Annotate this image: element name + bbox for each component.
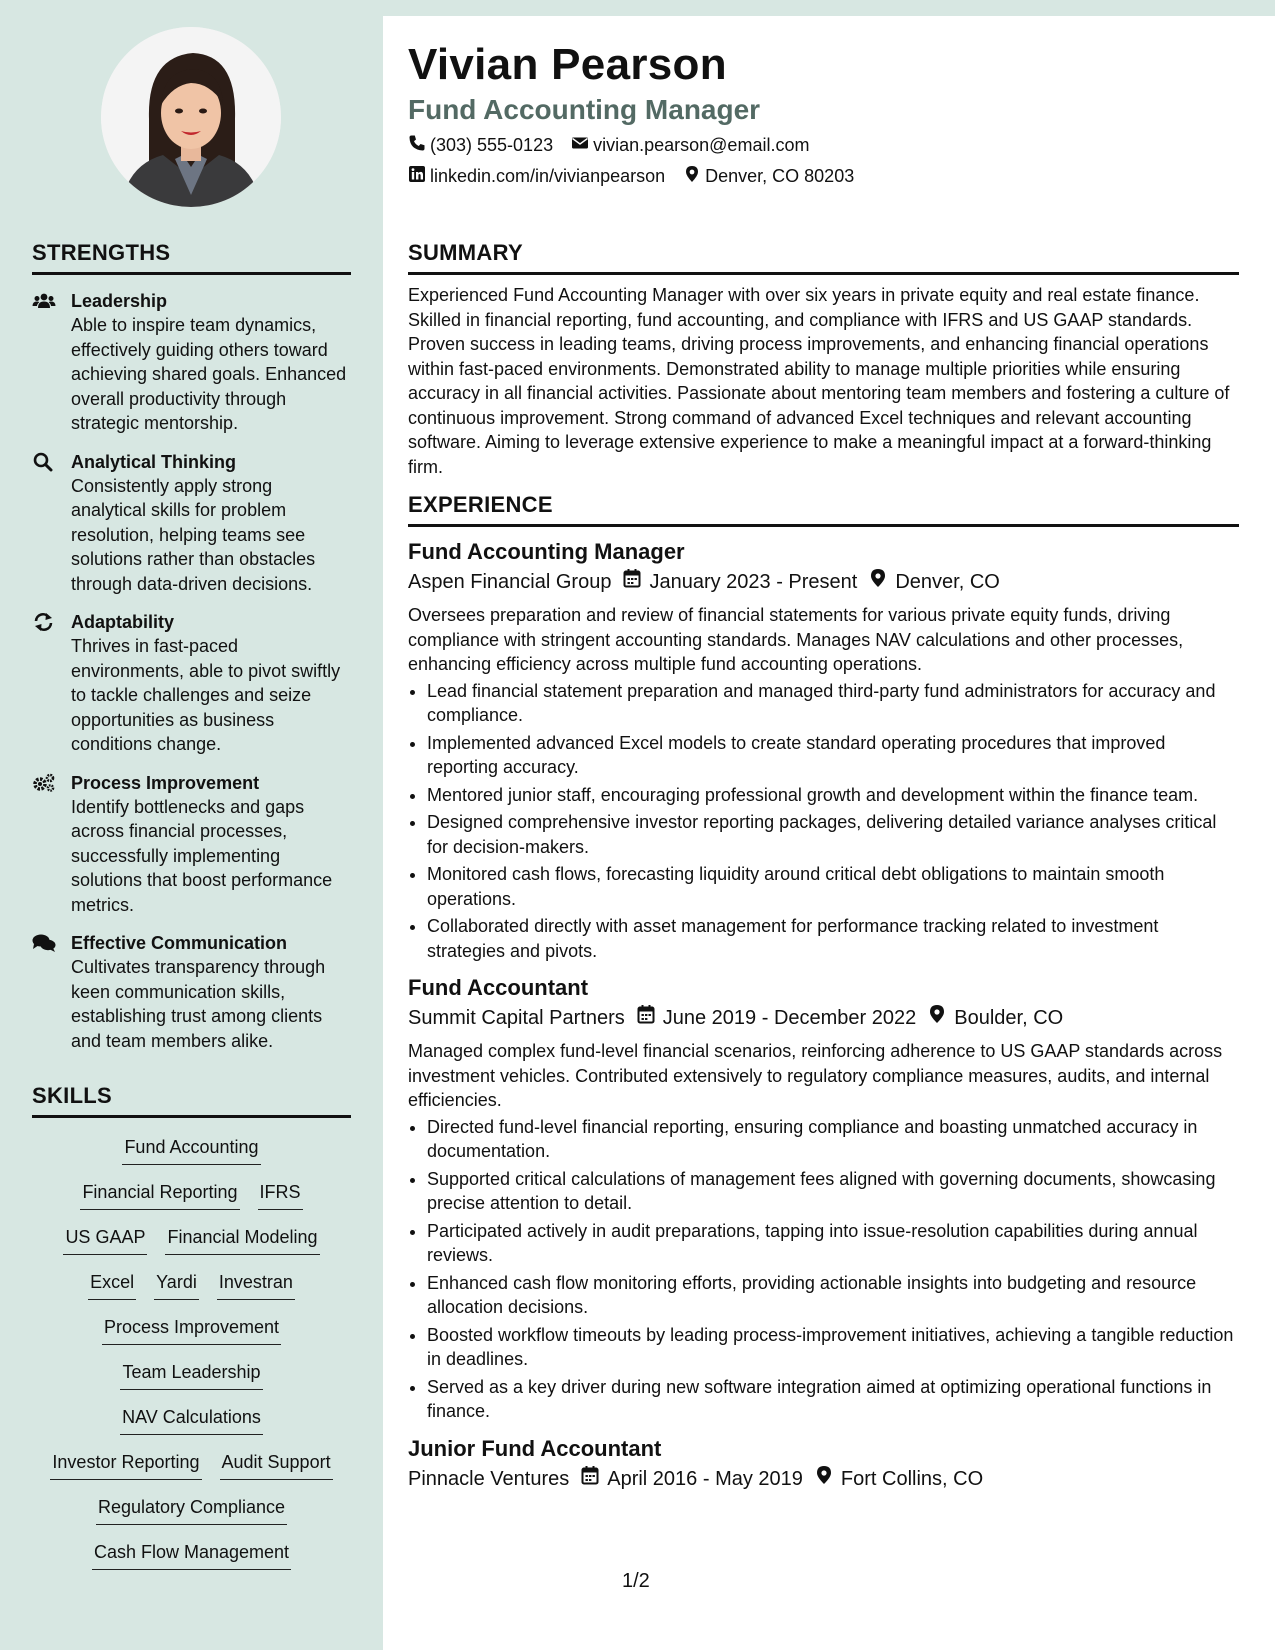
comments-icon (32, 933, 56, 953)
sync-icon (32, 612, 56, 632)
job-location (869, 567, 999, 597)
job-bullet: • Served as a key driver during new software integration aimed at optimizing operational functions in finance. (427, 1375, 1239, 1424)
skill-tag: Financial Reporting (80, 1179, 239, 1210)
job-entry (408, 1434, 1239, 1494)
skill-tag: Audit Support (220, 1449, 333, 1480)
job-meta (408, 1003, 1239, 1033)
skill-tag: IFRS (258, 1179, 303, 1210)
skill-row (32, 1179, 351, 1210)
job-bullet: • Lead financial statement preparation and managed third-party fund administrators for accuracy and compliance. (427, 679, 1239, 728)
strength-text: Cultivates transparency through keen communication skills, establishing trust among clients and team members alike. (71, 957, 326, 1051)
job-location-text: Fort Collins, CO (840, 1467, 984, 1490)
contact-phone[interactable] (408, 134, 553, 157)
contact-row (408, 134, 809, 157)
map-marker-icon (869, 567, 887, 597)
skill-tag: Cash Flow Management (92, 1539, 291, 1570)
job-dates-text: June 2019 - December 2022 (662, 1007, 917, 1029)
map-marker-icon (928, 1003, 946, 1033)
strength-item (32, 771, 351, 918)
skill-tag: Excel (88, 1269, 136, 1300)
envelope-icon (571, 134, 589, 157)
job-dates (623, 567, 857, 597)
skill-tag: Regulatory Compliance (96, 1494, 287, 1525)
job-bullet: • Designed comprehensive investor reporting packages, delivering detailed variance analyses critical for decision-makers. (427, 810, 1239, 859)
summary-section (408, 240, 1239, 479)
job-company: Pinnacle Ventures (408, 1467, 570, 1490)
job-company: Aspen Financial Group (408, 571, 612, 593)
skill-tag: Investran (217, 1269, 295, 1300)
strength-item (32, 610, 351, 757)
strength-title: Analytical Thinking (71, 451, 237, 472)
skill-row (32, 1314, 351, 1345)
job-bullet: • Mentored junior staff, encouraging professional growth and development within the finance team. (427, 783, 1239, 808)
skills-section (32, 1083, 351, 1570)
job-dates-text: April 2016 - May 2019 (607, 1467, 803, 1490)
strength-item (32, 931, 351, 1053)
strength-title: Effective Communication (71, 933, 288, 953)
skill-tag: NAV Calculations (120, 1404, 263, 1435)
skill-tag: Process Improvement (102, 1314, 281, 1345)
strength-title: Adaptability (71, 612, 175, 632)
strength-title: Process Improvement (71, 772, 260, 793)
job-bullet: • Participated actively in audit preparations, tapping into issue-resolution capabilities during annual reviews. (427, 1219, 1239, 1268)
linkedin-icon (408, 165, 426, 188)
skill-row (32, 1134, 351, 1165)
contact-row (408, 165, 854, 188)
job-description: Oversees preparation and review of financial statements for various private equity funds, driving compliance with stringent accounting standards. Manages NAV calculations and other processes, enhancing efficiency across multiple fund accounting operations. (408, 605, 1184, 674)
skill-row (32, 1269, 351, 1300)
skill-tag: Yardi (154, 1269, 199, 1300)
job-bullet: • Implemented advanced Excel models to create standard operating procedures that improved reporting accuracy. (427, 731, 1239, 780)
strength-title: Leadership (71, 291, 168, 311)
skills-title: SKILLS (32, 1083, 351, 1118)
skill-tag: Team Leadership (120, 1359, 262, 1390)
strengths-title: STRENGTHS (32, 240, 351, 275)
job-dates-text: January 2023 - Present (649, 571, 858, 593)
calendar-icon (623, 567, 641, 597)
calendar-icon (581, 1464, 599, 1494)
contact-linkedin[interactable] (408, 165, 665, 188)
contact-location (683, 165, 854, 188)
phone-text: (303) 555-0123 (430, 135, 554, 155)
job-title: Fund Accounting Manager (408, 539, 685, 564)
job-bullet: • Collaborated directly with asset management for performance tracking related to investment strategies and pivots. (427, 914, 1239, 963)
strengths-section (32, 240, 351, 1053)
job-bullet: • Enhanced cash flow monitoring efforts, providing actionable insights into budgeting and resource allocation decisions. (427, 1271, 1239, 1320)
strength-text: Able to inspire team dynamics, effectively guiding others toward achieving shared goals. Enhanced overall productivity through strategic mentorship. (71, 315, 347, 433)
candidate-name: Vivian Pearson (408, 40, 727, 89)
calendar-icon (637, 1003, 655, 1033)
skills-list (32, 1134, 351, 1570)
strength-text: Identify bottlenecks and gaps across financial processes, successfully implementing solutions that boost performance metrics. (71, 796, 333, 915)
strength-item (32, 450, 351, 597)
job-title: Junior Fund Accountant (408, 1435, 662, 1461)
skill-tag: US GAAP (63, 1224, 147, 1255)
profile-photo (101, 27, 281, 207)
summary-title: SUMMARY (408, 240, 1239, 275)
summary-text: Experienced Fund Accounting Manager with over six years in private equity and real estate finance. Skilled in financial reporting, fund accounting, and compliance with IFRS and US GAAP standards. Proven success in leading teams, driving process improvements, and enhancing financial operations within fast-paced environments. Demonstrated ability to manage multiple priorities while ensuring accuracy in all financial activities. Passionate about mentoring team members and fostering a culture of continuous improvement. Strong command of advanced Excel techniques and relevant accounting software. Aiming to leverage extensive experience to make a meaningful impact at a forward-thinking firm. (408, 285, 1230, 477)
skill-row (32, 1494, 351, 1525)
job-description: Managed complex fund-level financial scenarios, reinforcing adherence to US GAAP standards across investment vehicles. Contributed extensively to regulatory compliance measures, audits, and internal efficiencies. (408, 1041, 1223, 1110)
candidate-role: Fund Accounting Manager (408, 94, 761, 125)
job-bullet: • Directed fund-level financial reporting, ensuring compliance and boasting unmatched accuracy in documentation. (427, 1115, 1239, 1164)
email-text: vivian.pearson@email.com (593, 135, 810, 155)
job-bullet: • Boosted workflow timeouts by leading process-improvement initiatives, achieving a tangible reduction in deadlines. (427, 1323, 1239, 1372)
location-text: Denver, CO 80203 (705, 166, 855, 186)
job-location (815, 1464, 983, 1494)
linkedin-text: linkedin.com/in/vivianpearson (430, 166, 666, 186)
phone-icon (408, 134, 426, 157)
skill-row (32, 1539, 351, 1570)
experience-section (408, 492, 1239, 1500)
job-location (928, 1003, 1063, 1033)
job-location-text: Boulder, CO (954, 1007, 1064, 1029)
job-dates (637, 1003, 917, 1033)
experience-title: EXPERIENCE (408, 492, 1239, 527)
job-bullet: • Supported critical calculations of management fees aligned with governing documents, showcasing precise attention to detail. (427, 1167, 1239, 1216)
job-dates (581, 1464, 803, 1494)
skill-row (32, 1449, 351, 1480)
strength-item (32, 289, 351, 436)
map-marker-icon (683, 165, 701, 188)
job-company: Summit Capital Partners (408, 1007, 625, 1029)
skill-tag: Investor Reporting (50, 1449, 201, 1480)
job-location-text: Denver, CO (895, 571, 1000, 593)
contact-email[interactable] (571, 134, 809, 157)
skill-row (32, 1359, 351, 1390)
skill-row (32, 1224, 351, 1255)
skill-tag: Financial Modeling (165, 1224, 319, 1255)
job-entry (408, 537, 1239, 963)
skill-row (32, 1404, 351, 1435)
search-icon (32, 452, 56, 472)
skill-tag: Fund Accounting (122, 1134, 260, 1165)
job-meta (408, 1464, 1239, 1494)
page-number: 1/2 (622, 1570, 650, 1592)
strength-text: Consistently apply strong analytical skills for problem resolution, helping teams see solutions rather than obstacles through data-driven decisions. (71, 475, 316, 594)
gears-icon (32, 773, 56, 793)
job-bullets (408, 1115, 1239, 1424)
map-marker-icon (815, 1464, 833, 1494)
users-icon (32, 291, 56, 311)
job-bullets (408, 679, 1239, 964)
strength-text: Thrives in fast-paced environments, able to pivot swiftly to tackle challenges and seize opportunities as business conditions change. (71, 636, 341, 754)
job-bullet: • Monitored cash flows, forecasting liquidity around critical debt obligations to maintain smooth operations. (427, 862, 1239, 911)
job-entry (408, 973, 1239, 1424)
job-title: Fund Accountant (408, 975, 589, 1000)
job-meta (408, 567, 1239, 597)
